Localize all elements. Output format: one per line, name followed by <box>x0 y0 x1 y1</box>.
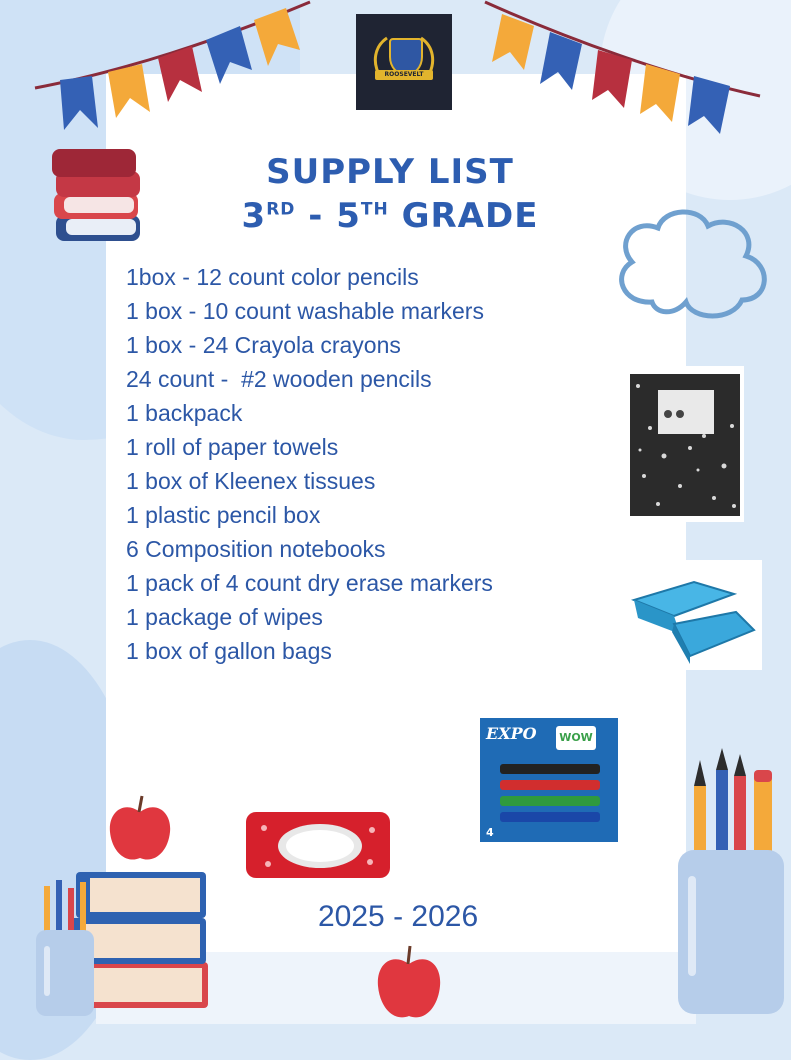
apple-bottom-icon <box>374 942 444 1024</box>
pencil-box-icon <box>624 560 762 670</box>
school-year: 2025 - 2026 <box>318 900 479 933</box>
cloud-icon <box>612 204 774 326</box>
supply-item: 1box - 12 count color pencils <box>126 264 419 290</box>
marker-blue <box>500 812 600 822</box>
title-line1: SUPPLY LIST <box>266 152 514 192</box>
supply-item: 1 plastic pencil box <box>126 502 321 528</box>
expo-wow: WOW <box>556 726 596 750</box>
supply-item: 6 Composition notebooks <box>126 536 386 562</box>
grade-to-suffix: TH <box>360 199 389 220</box>
supply-item: 1 box - 24 Crayola crayons <box>126 332 401 358</box>
supply-item: 1 box - 10 count washable markers <box>126 298 484 324</box>
composition-notebook-icon <box>624 366 744 522</box>
grade-word: GRADE <box>401 196 539 236</box>
marker-red <box>500 780 600 790</box>
bunting-left-icon <box>30 0 320 140</box>
bunting-right-icon <box>480 0 770 140</box>
supply-item: 1 package of wipes <box>126 604 323 630</box>
grade-from: 3 <box>241 196 267 236</box>
logo-text: ROOSEVELT <box>375 70 433 80</box>
supply-list <box>126 260 493 668</box>
marker-black <box>500 764 600 774</box>
supply-item: 1 backpack <box>126 400 243 426</box>
grade-separator: - <box>308 196 324 236</box>
supply-item: 24 count - #2 wooden pencils <box>126 366 432 392</box>
expo-count: 4 <box>486 826 494 839</box>
marker-green <box>500 796 600 806</box>
supply-item: 1 pack of 4 count dry erase markers <box>126 570 493 596</box>
supply-item: 1 roll of paper towels <box>126 434 339 460</box>
expo-brand: EXPO <box>486 724 537 743</box>
expo-markers-pack <box>480 718 618 842</box>
books-stack-icon <box>50 145 146 251</box>
supply-item: 1 box of gallon bags <box>126 638 332 664</box>
school-logo <box>356 14 452 110</box>
grade-from-suffix: RD <box>266 199 296 220</box>
supply-item: 1 box of Kleenex tissues <box>126 468 376 494</box>
pencil-cup-left-icon <box>30 878 100 1020</box>
grade-to: 5 <box>336 196 361 236</box>
wipes-package-icon <box>244 808 392 882</box>
pencil-cup-right-icon <box>672 746 788 1016</box>
apple-icon <box>106 792 174 866</box>
title-line2 <box>200 196 580 236</box>
